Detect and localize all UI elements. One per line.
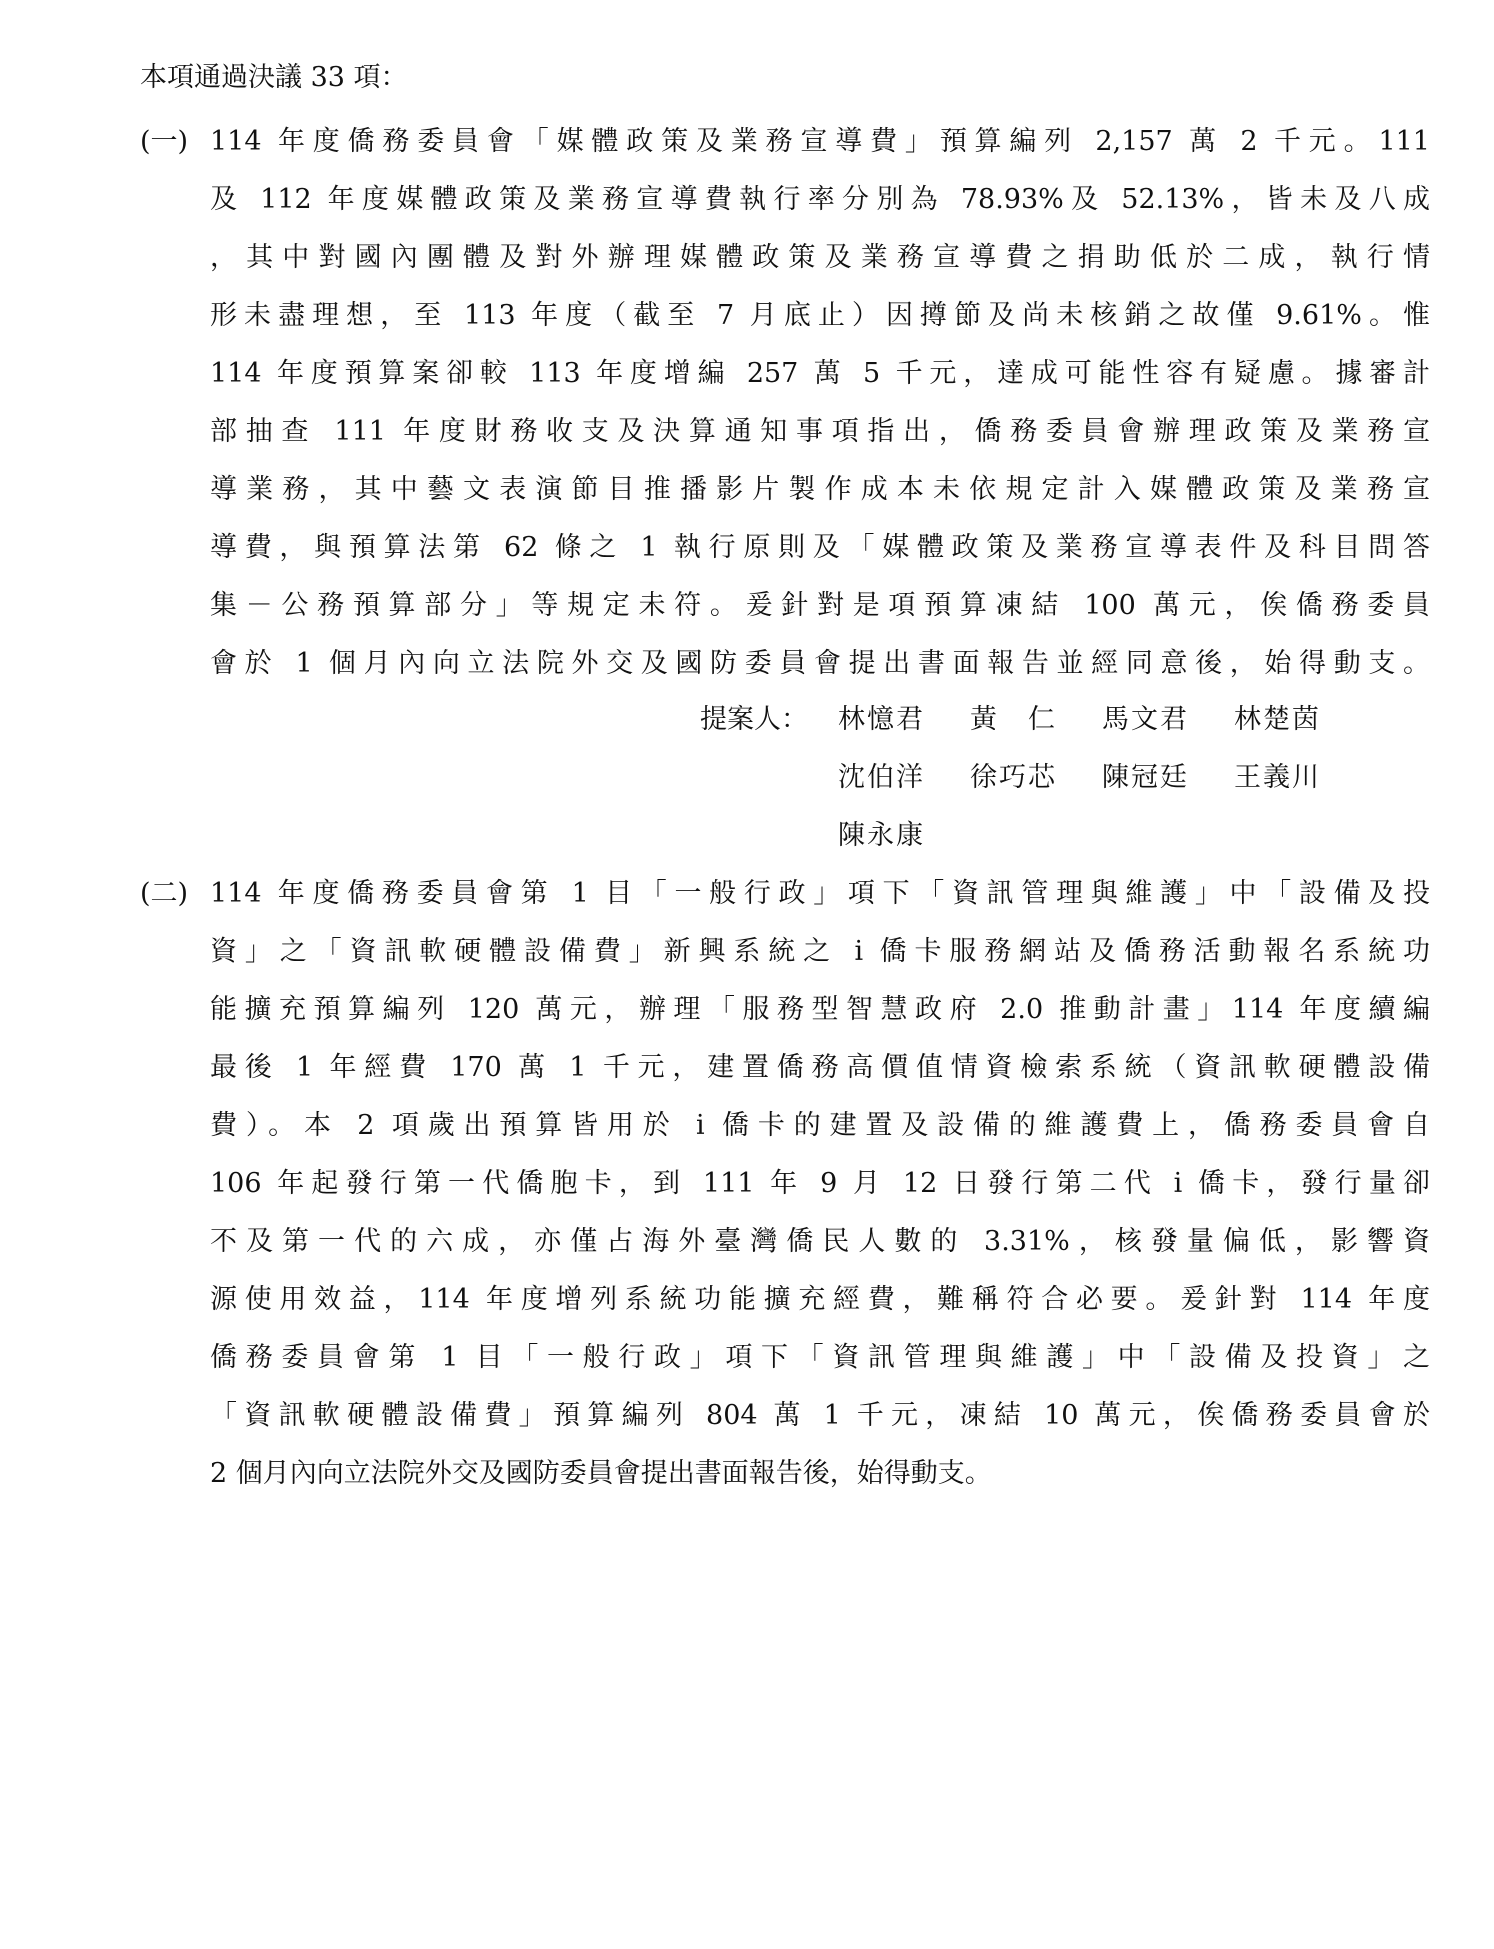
item-2-line-4: 最後 1 年經費 170 萬 1 千元，建置僑務高價值情資檢索系統（資訊軟硬體設備 — [210, 1052, 1430, 1083]
item-1-line-7: 導業務，其中藝文表演節目推播影片製作成本未依規定計入媒體政策及業務宣 — [210, 474, 1430, 505]
proposer-name: 王義川 — [1234, 762, 1321, 793]
proposer-name: 陳永康 — [838, 820, 925, 851]
item-1-marker: (一) — [140, 126, 189, 157]
item-2-line-3: 能擴充預算編列 120 萬元，辦理「服務型智慧政府 2.0 推動計畫」114 年度續編 — [210, 994, 1430, 1025]
item-2-line-11: 2 個月內向立法院外交及國防委員會提出書面報告後，始得動支。 — [210, 1458, 992, 1489]
intro-text: 本項通過決議 33 項： — [140, 62, 408, 93]
proposer-name: 林憶君 — [838, 704, 925, 735]
item-2-line-2: 資」之「資訊軟硬體設備費」新興系統之 i 僑卡服務網站及僑務活動報名系統功 — [210, 936, 1430, 967]
item-2-line-8: 源使用效益，114 年度增列系統功能擴充經費，難稱符合必要。爰針對 114 年度 — [210, 1284, 1430, 1315]
item-1-line-5: 114 年度預算案卻較 113 年度增編 257 萬 5 千元，達成可能性容有疑慮。據審計 — [210, 358, 1430, 389]
proposer-name: 沈伯洋 — [838, 762, 925, 793]
item-1-line-4: 形未盡理想，至 113 年度（截至 7 月底止）因撙節及尚未核銷之故僅 9.61%。惟 — [210, 300, 1430, 331]
item-2-line-1: 114 年度僑務委員會第 1 目「一般行政」項下「資訊管理與維護」中「設備及投 — [210, 878, 1430, 909]
item-1-line-3: ，其中對國內團體及對外辦理媒體政策及業務宣導費之捐助低於二成，執行情 — [210, 242, 1430, 273]
item-2-marker: (二) — [140, 878, 189, 909]
item-2-line-9: 僑務委員會第 1 目「一般行政」項下「資訊管理與維護」中「設備及投資」之 — [210, 1342, 1430, 1373]
item-2-line-5: 費）。本 2 項歲出預算皆用於 i 僑卡的建置及設備的維護費上，僑務委員會自 — [210, 1110, 1430, 1141]
item-1-line-6: 部抽查 111 年度財務收支及決算通知事項指出，僑務委員會辦理政策及業務宣 — [210, 416, 1430, 447]
proposer-name: 徐巧芯 — [970, 762, 1057, 793]
proposer-label: 提案人： — [700, 704, 808, 735]
proposer-name: 陳冠廷 — [1102, 762, 1189, 793]
item-2-line-6: 106 年起發行第一代僑胞卡，到 111 年 9 月 12 日發行第二代 i 僑卡，發行量卻 — [210, 1168, 1430, 1199]
item-2-line-10: 「資訊軟硬體設備費」預算編列 804 萬 1 千元，凍結 10 萬元，俟僑務委員會於 — [210, 1400, 1430, 1431]
proposer-name: 林楚茵 — [1234, 704, 1321, 735]
item-1-line-8: 導費，與預算法第 62 條之 1 執行原則及「媒體政策及業務宣導表件及科目問答 — [210, 532, 1430, 563]
proposer-name: 黃 仁 — [970, 704, 1057, 735]
item-2-line-7: 不及第一代的六成，亦僅占海外臺灣僑民人數的 3.31%，核發量偏低，影響資 — [210, 1226, 1430, 1257]
item-1-line-1: 114 年度僑務委員會「媒體政策及業務宣導費」預算編列 2,157 萬 2 千元。111 — [210, 126, 1430, 157]
item-1-line-2: 及 112 年度媒體政策及業務宣導費執行率分別為 78.93%及 52.13%，皆未及八成 — [210, 184, 1430, 215]
item-1-line-10: 會於 1 個月內向立法院外交及國防委員會提出書面報告並經同意後，始得動支。 — [210, 648, 1430, 679]
proposer-name: 馬文君 — [1102, 704, 1189, 735]
item-1-line-9: 集－公務預算部分」等規定未符。爰針對是項預算凍結 100 萬元，俟僑務委員 — [210, 590, 1430, 621]
